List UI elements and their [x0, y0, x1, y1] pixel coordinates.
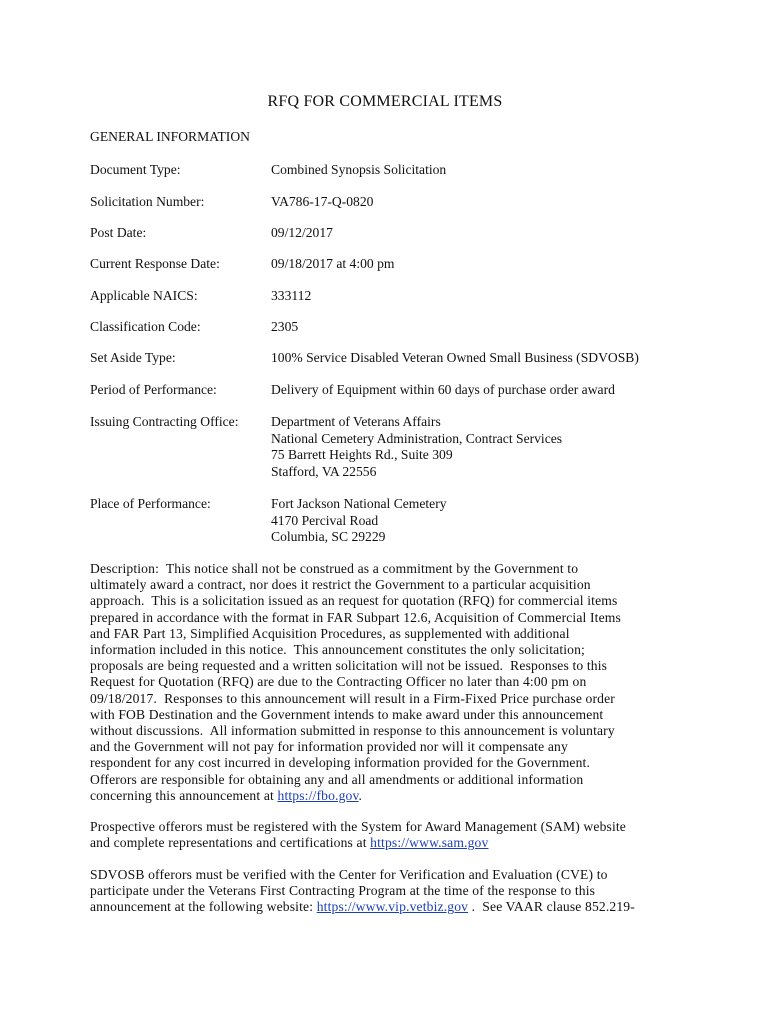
field-label: Issuing Contracting Office: — [90, 414, 239, 429]
sdvosb-paragraph — [90, 867, 682, 916]
field-document-type — [90, 162, 690, 179]
field-value-line: Stafford, VA 22556 — [271, 463, 377, 479]
field-value — [271, 350, 690, 367]
paragraph-text: . See VAAR clause 852.219- — [468, 899, 635, 915]
field-value-line: 75 Barrett Heights Rd., Suite 309 — [271, 447, 453, 462]
section-heading: GENERAL INFORMATION — [90, 129, 250, 144]
field-value — [271, 382, 690, 399]
field-value-line: Combined Synopsis Solicitation — [271, 162, 447, 177]
fbo-link[interactable]: https://fbo.gov — [277, 787, 359, 803]
field-place-of-performance — [90, 496, 690, 546]
paragraph-text: . — [358, 787, 363, 803]
field-value-line: Delivery of Equipment within 60 days of purchase order award — [271, 382, 615, 397]
paragraph-line: Prospective offerors must be registered with the System for Award Management (SAM) website — [90, 819, 626, 834]
field-current-response-date — [90, 256, 690, 273]
paragraph-text: announcement at the following website: — [90, 899, 317, 915]
paragraph-line: 09/18/2017. Responses to this announcement will result in a Firm-Fixed Price purchase order — [90, 690, 615, 706]
field-value-line: 333112 — [271, 288, 312, 303]
field-value-line: 09/18/2017 at 4:00 pm — [271, 256, 395, 271]
vetbiz-link[interactable]: https://www.vip.vetbiz.gov — [316, 899, 469, 915]
field-label: Applicable NAICS: — [90, 288, 198, 303]
sam-paragraph — [90, 819, 682, 851]
field-label: Post Date: — [90, 225, 147, 240]
field-period-of-performance — [90, 382, 690, 399]
paragraph-line: participate under the Veterans First Contracting Program at the time of the response to this — [90, 883, 596, 899]
field-value — [271, 225, 690, 242]
description-paragraph — [90, 561, 682, 804]
paragraph-line: ultimately award a contract, nor does it restrict the Government to a particular acquisition — [90, 577, 591, 593]
paragraph-line: and FAR Part 13, Simplified Acquisition Procedures, as supplemented with additional — [90, 625, 570, 641]
field-label: Classification Code: — [90, 319, 201, 334]
field-value — [271, 496, 690, 546]
field-value — [271, 319, 690, 336]
paragraph-line: prepared in accordance with the format in FAR Subpart 12.6, Acquisition of Commercial Items — [90, 609, 621, 625]
paragraph-line — [90, 899, 682, 915]
field-post-date — [90, 225, 690, 242]
field-solicitation-number — [90, 194, 690, 211]
paragraph-line: Offerors are responsible for obtaining any and all amendments or additional information — [90, 771, 584, 787]
field-label: Current Response Date: — [90, 256, 220, 271]
field-applicable-naics — [90, 288, 690, 305]
field-value-line: 2305 — [271, 319, 299, 334]
field-value-line: 09/12/2017 — [271, 225, 333, 240]
paragraph-text: and complete representations and certifications at — [90, 835, 371, 851]
field-value-line: 100% Service Disabled Veteran Owned Small Business (SDVOSB) — [271, 350, 639, 365]
field-value-line: National Cemetery Administration, Contract Services — [271, 430, 563, 446]
field-value — [271, 194, 690, 211]
field-value — [271, 162, 690, 179]
paragraph-line: Request for Quotation (RFQ) are due to the Contracting Officer no later than 4:00 pm on — [90, 674, 587, 690]
sam-link[interactable]: https://www.sam.gov — [370, 835, 489, 851]
paragraph-line: SDVOSB offerors must be verified with the Center for Verification and Evaluation (CVE) to — [90, 867, 608, 882]
field-value — [271, 288, 690, 305]
paragraph-line: Description: This notice shall not be construed as a commitment by the Government to — [90, 561, 579, 576]
field-set-aside-type — [90, 350, 690, 367]
paragraph-line: information included in this notice. This announcement constitutes the only solicitation; — [90, 642, 585, 658]
paragraph-line: and the Government will not pay for information provided nor will it compensate any — [90, 739, 568, 755]
field-label: Document Type: — [90, 162, 181, 177]
field-value — [271, 414, 690, 480]
field-value — [271, 256, 690, 273]
field-value-line: Columbia, SC 29229 — [271, 529, 386, 544]
paragraph-line — [90, 835, 682, 851]
paragraph-line: without discussions. All information submitted in response to this announcement is voluntary — [90, 723, 615, 739]
paragraph-text: concerning this announcement at — [90, 787, 278, 803]
field-issuing-contracting-office — [90, 414, 690, 480]
field-value-line: 4170 Percival Road — [271, 512, 379, 528]
field-value-line: Department of Veterans Affairs — [271, 414, 441, 429]
field-label: Period of Performance: — [90, 382, 217, 397]
field-value-line: VA786-17-Q-0820 — [271, 194, 374, 209]
field-classification-code — [90, 319, 690, 336]
document-title: RFQ FOR COMMERCIAL ITEMS — [267, 93, 503, 110]
field-value-line: Fort Jackson National Cemetery — [271, 496, 447, 511]
paragraph-line: with FOB Destination and the Government intends to make award under this announcement — [90, 706, 604, 722]
paragraph-line: respondent for any cost incurred in developing information provided for the Government. — [90, 755, 591, 771]
paragraph-line: proposals are being requested and a written solicitation will not be issued. Responses to this — [90, 658, 608, 674]
field-label: Set Aside Type: — [90, 350, 176, 365]
paragraph-line — [90, 788, 682, 804]
field-label: Place of Performance: — [90, 496, 211, 511]
paragraph-line: approach. This is a solicitation issued as an request for quotation (RFQ) for commercial items — [90, 593, 618, 609]
field-label: Solicitation Number: — [90, 194, 205, 209]
